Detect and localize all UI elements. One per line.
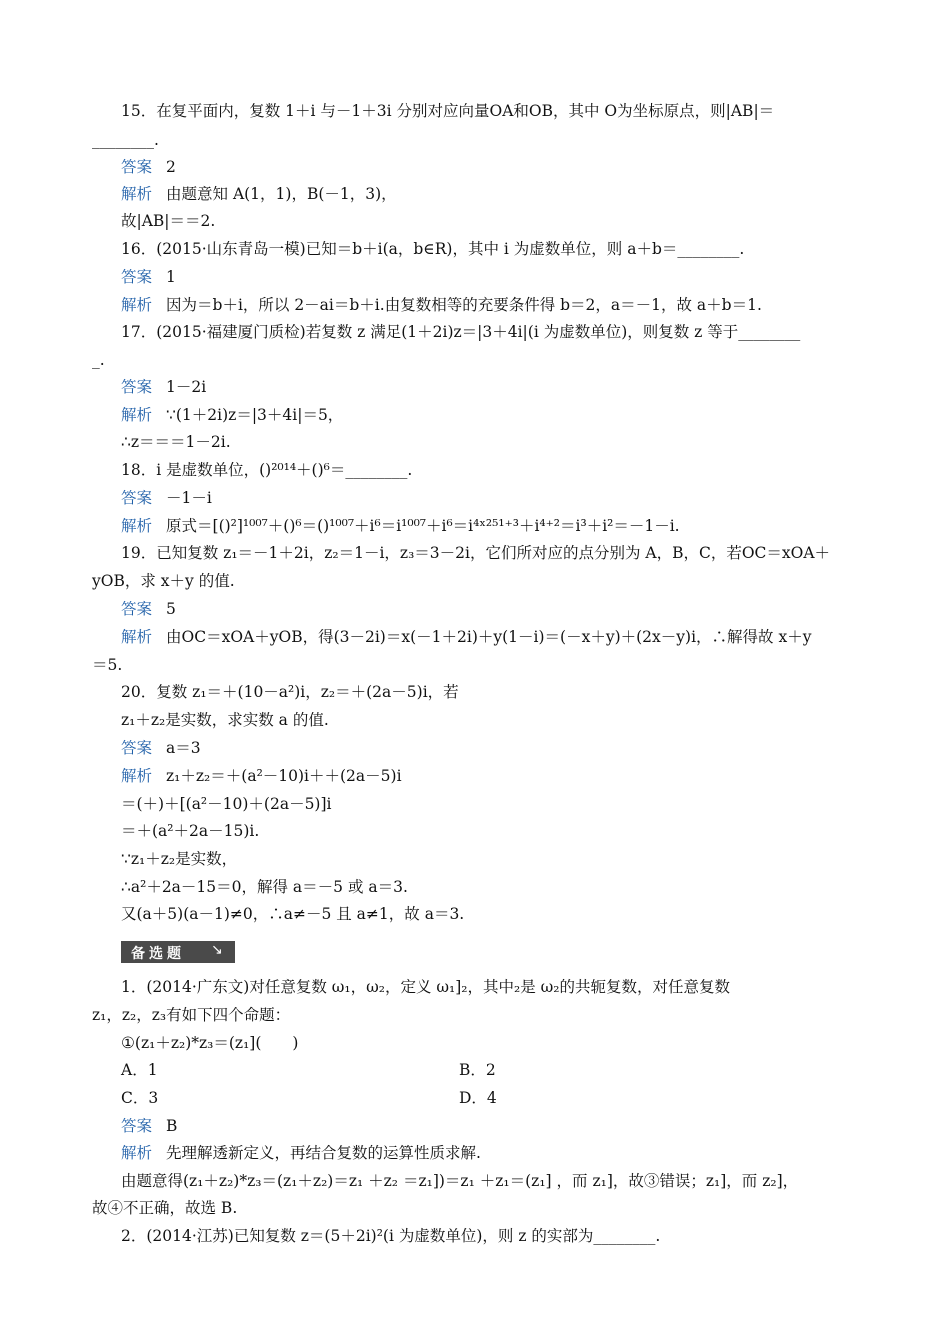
b1-line3: ①(z₁＋z₂)*z₃＝(z₁]( ) [121, 1034, 299, 1052]
b1-line2: z₁，z₂，z₃有如下四个命题： [92, 1006, 291, 1024]
option-a: A．1 [121, 1061, 158, 1079]
q20-solution-3: ＝＋(a²＋2a－15)i. [121, 822, 260, 840]
q18-answer: 答案 －1－i [121, 489, 212, 507]
b1-line1: 1．(2014·广东文)对任意复数 ω₁，ω₂，定义 ω₁]₂，其中₂是 ω₂的共轭复数，对任意复数 [121, 978, 730, 996]
b1-solution-2: 由题意得(z₁＋z₂)*z₃＝(z₁＋z₂)＝z₁ ＋z₂ ＝z₁])＝z₁ ＋z₁＝(z₁] ，而 z₁]，故③错误；z₁]，而 z₂]， [121, 1172, 799, 1190]
q15-answer: 答案 2 [121, 158, 176, 176]
q19-solution-2: ＝5. [92, 656, 123, 674]
option-d: D．4 [459, 1089, 497, 1107]
q18-line: 18．i 是虚数单位，()²⁰¹⁴＋()⁶＝________. [121, 461, 413, 479]
arrow-down-right-icon: ↘ [211, 942, 223, 958]
q15-line1: 15．在复平面内，复数 1＋i 与－1＋3i 分别对应向量OA和OB，其中 O为坐标原点，则|AB|＝ [121, 102, 775, 120]
q19-line2: yOB，求 x＋y 的值. [92, 572, 235, 590]
q19-line1: 19．已知复数 z₁＝－1＋2i，z₂＝1－i，z₃＝3－2i，它们所对应的点分别为 A，B，C，若OC＝xOA＋ [121, 544, 831, 562]
q17-line2: _. [92, 351, 105, 369]
b1-answer: 答案 B [121, 1117, 178, 1135]
q16-solution: 解析 因为＝b＋i，所以 2－ai＝b＋i.由复数相等的充要条件得 b＝2，a＝－1，故 a＋b＝1. [121, 296, 762, 314]
q17-solution-2: ∴z＝＝＝1－2i. [121, 433, 231, 451]
q17-answer: 答案 1－2i [121, 378, 207, 396]
option-b: B．2 [459, 1061, 496, 1079]
q17-line1: 17．(2015·福建厦门质检)若复数 z 满足(1＋2i)z＝|3＋4i|(i 为虚数单位)，则复数 z 等于________ [121, 323, 801, 341]
q20-solution-5: ∴a²＋2a－15＝0，解得 a＝－5 或 a＝3. [121, 878, 408, 896]
q20-solution-2: ＝(＋)＋[(a²－10)＋(2a－5)]i [121, 795, 332, 813]
q20-line2: z₁＋z₂是实数，求实数 a 的值. [121, 711, 329, 729]
b2-line: 2．(2014·江苏)已知复数 z＝(5＋2i)²(i 为虚数单位)，则 z 的实部为________. [121, 1227, 661, 1245]
q19-answer: 答案 5 [121, 600, 176, 618]
banner-label: 备选题 [131, 946, 185, 962]
option-c: C．3 [121, 1089, 159, 1107]
q20-answer: 答案 a＝3 [121, 739, 201, 757]
q20-line1: 20．复数 z₁＝＋(10－a²)i，z₂＝＋(2a－5)i，若 [121, 683, 459, 701]
q20-solution-6: 又(a＋5)(a－1)≠0，∴a≠－5 且 a≠1，故 a＝3. [121, 905, 465, 923]
b1-solution-1: 解析 先理解透新定义，再结合复数的运算性质求解. [121, 1144, 481, 1162]
q20-solution-4: ∵z₁＋z₂是实数， [121, 850, 238, 868]
backup-questions-banner [121, 941, 235, 963]
b1-solution-3: 故④不正确，故选 B. [92, 1199, 238, 1217]
q16-answer: 答案 1 [121, 268, 176, 286]
q15-solution-1: 解析 由题意知 A(1，1)，B(－1，3)， [121, 185, 397, 203]
q16-line: 16．(2015·山东青岛一模)已知＝b＋i(a，b∈R)，其中 i 为虚数单位，则 a＋b＝________. [121, 240, 745, 258]
q15-solution-2: 故|AB|＝＝2. [121, 212, 216, 230]
q19-solution-1: 解析 由OC＝xOA＋yOB，得(3－2i)＝x(－1＋2i)＋y(1－i)＝(－x＋y)＋(2x－y)i，∴解得故 x＋y [121, 628, 812, 646]
q20-solution-1: 解析 z₁＋z₂＝＋(a²－10)i＋＋(2a－5)i [121, 767, 402, 785]
q17-solution-1: 解析 ∵(1＋2i)z＝|3＋4i|＝5， [121, 406, 344, 424]
q15-line2: ________. [92, 131, 159, 149]
q18-solution: 解析 原式＝[()²]¹⁰⁰⁷＋()⁶＝()¹⁰⁰⁷＋i⁶＝i¹⁰⁰⁷＋i⁶＝i⁴ˣ²⁵¹⁺³＋i⁴⁺²＝i³＋i²＝－1－i. [121, 517, 680, 535]
